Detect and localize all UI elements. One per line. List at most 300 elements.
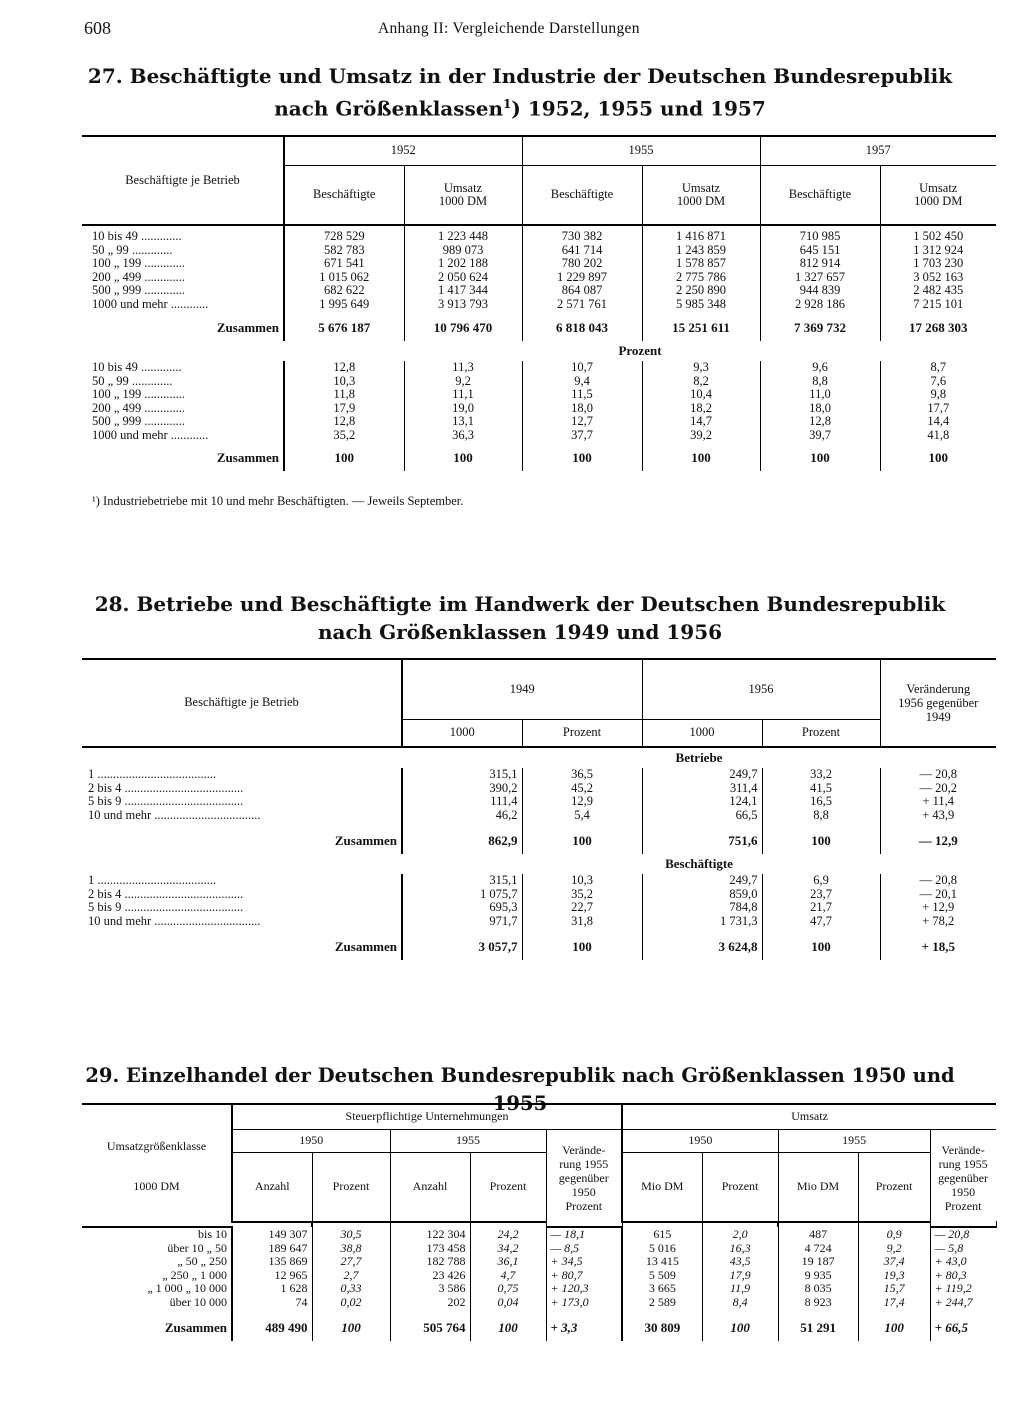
cell-value: 38,8: [312, 1242, 390, 1256]
cell-value: 100: [760, 445, 880, 471]
cell-value: 8,4: [702, 1296, 778, 1310]
cell-value: 1 995 649: [284, 298, 404, 312]
row-label: 100 „ 199 .............: [92, 256, 186, 270]
cell-value: 3 057,7: [402, 934, 522, 960]
table28-year-1949: 1949: [402, 659, 642, 719]
row-label: über 10 000: [169, 1294, 227, 1309]
cell-value: 189 647: [232, 1242, 312, 1256]
cell-value: 11,8: [284, 388, 404, 402]
cell-value: 37,7: [522, 429, 642, 443]
cell-value: 12,7: [522, 415, 642, 429]
cell-value: 11,3: [404, 361, 522, 375]
section-heading: Beschäftigte: [665, 856, 733, 872]
cell-value: 100: [880, 445, 996, 471]
cell-value: 682 622: [284, 284, 404, 298]
row-label: 5 bis 9 ......................................: [88, 900, 244, 914]
cell-value: 19,3: [858, 1269, 930, 1283]
cell-value: 39,7: [760, 429, 880, 443]
cell-value: 100: [762, 828, 880, 854]
cell-value: 46,2: [402, 809, 522, 823]
cell-value: 36,3: [404, 429, 522, 443]
cell-value: 1 312 924: [880, 244, 996, 258]
table29-row: [82, 1296, 996, 1310]
table28-row: [82, 874, 996, 888]
cell-value: 505 764: [390, 1315, 470, 1341]
cell-value: 710 985: [760, 230, 880, 244]
cell-value: + 119,2: [930, 1282, 996, 1296]
table27-col-employees: Beschäftigte: [522, 166, 642, 226]
cell-value: 1 703 230: [880, 257, 996, 271]
cell-value: 2 928 186: [760, 298, 880, 312]
table29-group-enterprises: Steuerpflichtige Unternehmungen: [232, 1104, 622, 1130]
cell-value: 489 490: [232, 1315, 312, 1341]
cell-value: 9 935: [778, 1269, 858, 1283]
cell-value: — 20,1: [880, 888, 996, 902]
table29-col-percent: Prozent: [858, 1153, 930, 1223]
cell-value: 989 073: [404, 244, 522, 258]
cell-value: 17,9: [284, 402, 404, 416]
row-label: 1 ......................................: [88, 767, 217, 781]
table28-row: [82, 888, 996, 902]
table28-title: [60, 590, 980, 646]
cell-value: 6 818 043: [522, 315, 642, 341]
row-label: 1 ......................................: [88, 873, 217, 887]
table28-row: [82, 795, 996, 809]
table29-col-count: Anzahl: [232, 1153, 312, 1223]
cell-value: 3 913 793: [404, 298, 522, 312]
cell-value: 30,5: [312, 1227, 390, 1242]
row-label: über 10 „ 50: [167, 1240, 227, 1255]
cell-value: 10 796 470: [404, 315, 522, 341]
cell-value: 1 015 062: [284, 271, 404, 285]
section-heading: Prozent: [618, 343, 662, 359]
table28-row: [82, 901, 996, 915]
cell-value: 1 628: [232, 1282, 312, 1296]
cell-value: 2 775 786: [642, 271, 760, 285]
table27-percent-row: [82, 415, 996, 429]
cell-value: 11,5: [522, 388, 642, 402]
row-label: „ 50 „ 250: [177, 1254, 227, 1268]
cell-value: 862,9: [402, 828, 522, 854]
row-label: 2 bis 4 ......................................: [88, 886, 244, 901]
cell-value: 5 985 348: [642, 298, 760, 312]
cell-value: 0,9: [858, 1227, 930, 1242]
row-label: 100 „ 199 .............: [92, 387, 186, 401]
table29-year-1955: 1955: [390, 1130, 546, 1153]
cell-value: 11,9: [702, 1282, 778, 1296]
table29-stub-header: Umsatzgrößenklasse 1000 DM: [82, 1104, 232, 1227]
table28-title-line1: 28. Betriebe und Beschäftigte im Handwerk der Deutschen Bundesrepublik: [94, 592, 946, 616]
cell-value: 15 251 611: [642, 315, 760, 341]
cell-value: 582 783: [284, 244, 404, 258]
cell-value: 3 052 163: [880, 271, 996, 285]
cell-value: 9,4: [522, 375, 642, 389]
row-label: 10 und mehr ..................................: [88, 807, 261, 822]
cell-value: — 5,8: [930, 1242, 996, 1256]
table28-row: [82, 809, 996, 823]
cell-value: 2 571 761: [522, 298, 642, 312]
cell-value: 3 586: [390, 1282, 470, 1296]
cell-value: + 80,7: [546, 1269, 622, 1283]
cell-value: 34,2: [470, 1242, 546, 1256]
table28-total-row: [82, 934, 996, 960]
table27-col-turnover: Umsatz 1000 DM: [880, 166, 996, 226]
cell-value: 3 624,8: [642, 934, 762, 960]
cell-value: + 12,9: [880, 901, 996, 915]
table29-year-1950: 1950: [622, 1130, 778, 1153]
cell-value: + 11,4: [880, 795, 996, 809]
cell-value: 100: [522, 828, 642, 854]
cell-value: 173 458: [390, 1242, 470, 1256]
cell-value: 100: [522, 445, 642, 471]
cell-value: 728 529: [284, 230, 404, 244]
cell-value: 10,3: [522, 874, 642, 888]
table27-year-1955: 1955: [522, 136, 760, 166]
cell-value: 487: [778, 1227, 858, 1242]
table29-group-turnover: Umsatz: [622, 1104, 996, 1130]
cell-value: — 20,2: [880, 782, 996, 796]
table29-col-mio: Mio DM: [778, 1153, 858, 1223]
row-label: 1000 und mehr ............: [92, 296, 209, 311]
cell-value: 74: [232, 1296, 312, 1310]
cell-value: 2 589: [622, 1296, 702, 1310]
cell-value: 641 714: [522, 244, 642, 258]
cell-value: 780 202: [522, 257, 642, 271]
table28-sub-percent: Prozent: [522, 719, 642, 747]
table29-total-row: [82, 1315, 996, 1341]
row-label: 200 „ 499 .............: [92, 400, 186, 415]
row-label: Zusammen: [334, 833, 397, 849]
cell-value: 249,7: [642, 874, 762, 888]
cell-value: 1 229 897: [522, 271, 642, 285]
cell-value: + 34,5: [546, 1255, 622, 1269]
cell-value: 19 187: [778, 1255, 858, 1269]
cell-value: 8,8: [762, 809, 880, 823]
cell-value: 21,7: [762, 901, 880, 915]
table28-title-line2: nach Größenklassen 1949 und 1956: [317, 620, 723, 644]
cell-value: 1 578 857: [642, 257, 760, 271]
cell-value: 390,2: [402, 782, 522, 796]
table28-change-header: Veränderung 1956 gegenüber 1949: [880, 659, 996, 747]
cell-value: + 18,5: [880, 934, 996, 960]
cell-value: 5 676 187: [284, 315, 404, 341]
row-label: 10 bis 49 .............: [92, 229, 182, 243]
cell-value: 2 250 890: [642, 284, 760, 298]
table28-row: [82, 915, 996, 929]
table27-footnote: ¹) Industriebetriebe mit 10 und mehr Beschäftigten. — Jeweils September.: [92, 494, 464, 508]
cell-value: 17,7: [880, 402, 996, 416]
table29-year-1950: 1950: [232, 1130, 390, 1153]
cell-value: 24,2: [470, 1227, 546, 1242]
cell-value: 12,8: [284, 361, 404, 375]
cell-value: 51 291: [778, 1315, 858, 1341]
cell-value: 31,8: [522, 915, 642, 929]
row-label: 10 und mehr ..................................: [88, 913, 261, 928]
cell-value: + 78,2: [880, 915, 996, 929]
cell-value: 8 923: [778, 1296, 858, 1310]
cell-value: 4 724: [778, 1242, 858, 1256]
table27-col-turnover: Umsatz 1000 DM: [642, 166, 760, 226]
cell-value: 27,7: [312, 1255, 390, 1269]
table29-row: [82, 1255, 996, 1269]
cell-value: 0,02: [312, 1296, 390, 1310]
cell-value: 13 415: [622, 1255, 702, 1269]
cell-value: 859,0: [642, 888, 762, 902]
cell-value: 149 307: [232, 1227, 312, 1242]
cell-value: 202: [390, 1296, 470, 1310]
cell-value: 17 268 303: [880, 315, 996, 341]
page-number: 608: [84, 18, 111, 38]
cell-value: 9,2: [858, 1242, 930, 1256]
table27-row: [82, 257, 996, 271]
table28-sub-1000: 1000: [402, 719, 522, 747]
cell-value: 944 839: [760, 284, 880, 298]
cell-value: 2 482 435: [880, 284, 996, 298]
table27-year-1957: 1957: [760, 136, 996, 166]
cell-value: 1 731,3: [642, 915, 762, 929]
cell-value: 12,9: [522, 795, 642, 809]
cell-value: 7,6: [880, 375, 996, 389]
cell-value: — 12,9: [880, 828, 996, 854]
table27-percent-row: [82, 361, 996, 375]
table27-row: [82, 230, 996, 244]
table28: [82, 658, 996, 960]
table29-row: [82, 1282, 996, 1296]
table27-col-employees: Beschäftigte: [284, 166, 404, 226]
cell-value: + 66,5: [930, 1315, 996, 1341]
cell-value: + 43,9: [880, 809, 996, 823]
cell-value: 100: [312, 1315, 390, 1341]
cell-value: 315,1: [402, 874, 522, 888]
row-label: 50 „ 99 .............: [92, 373, 173, 388]
table27-percent-row: [82, 388, 996, 402]
cell-value: 1 223 448: [404, 230, 522, 244]
cell-value: 18,2: [642, 402, 760, 416]
cell-value: 1 327 657: [760, 271, 880, 285]
table27-total-row: [82, 315, 996, 341]
cell-value: 16,5: [762, 795, 880, 809]
table29-change-header: Verände- rung 1955 gegenüber 1950 Prozent: [546, 1130, 622, 1228]
cell-value: 645 151: [760, 244, 880, 258]
cell-value: — 20,8: [930, 1227, 996, 1242]
cell-value: 11,1: [404, 388, 522, 402]
table27-percent-total-row: [82, 445, 996, 471]
row-label: 500 „ 999 .............: [92, 414, 186, 428]
cell-value: 33,2: [762, 768, 880, 782]
cell-value: 2 050 624: [404, 271, 522, 285]
row-label: Zusammen: [216, 320, 279, 336]
table27-year-1952: 1952: [284, 136, 522, 166]
table28-total-row: [82, 828, 996, 854]
cell-value: 100: [858, 1315, 930, 1341]
table29-col-percent: Prozent: [702, 1153, 778, 1223]
cell-value: 41,8: [880, 429, 996, 443]
table27-percent-row: [82, 429, 996, 443]
row-label: Zusammen: [164, 1320, 227, 1336]
cell-value: 135 869: [232, 1255, 312, 1269]
cell-value: 864 087: [522, 284, 642, 298]
cell-value: — 20,8: [880, 768, 996, 782]
cell-value: + 80,3: [930, 1269, 996, 1283]
cell-value: 17,4: [858, 1296, 930, 1310]
cell-value: + 244,7: [930, 1296, 996, 1310]
table29-row: [82, 1227, 996, 1242]
table29-col-percent: Prozent: [312, 1153, 390, 1223]
cell-value: 66,5: [642, 809, 762, 823]
cell-value: 35,2: [284, 429, 404, 443]
cell-value: 100: [404, 445, 522, 471]
table29: [82, 1103, 996, 1341]
table27-stub-header: Beschäftigte je Betrieb: [125, 172, 240, 187]
cell-value: 37,4: [858, 1255, 930, 1269]
cell-value: 41,5: [762, 782, 880, 796]
cell-value: 12 965: [232, 1269, 312, 1283]
cell-value: 8 035: [778, 1282, 858, 1296]
row-label: 200 „ 499 .............: [92, 269, 186, 284]
cell-value: 12,8: [760, 415, 880, 429]
cell-value: 5 016: [622, 1242, 702, 1256]
cell-value: 5 509: [622, 1269, 702, 1283]
row-label: bis 10: [197, 1227, 227, 1241]
cell-value: 100: [702, 1315, 778, 1341]
cell-value: 695,3: [402, 901, 522, 915]
cell-value: 47,7: [762, 915, 880, 929]
table28-stub-header: Beschäftigte je Betrieb: [82, 659, 402, 747]
table29-row: [82, 1269, 996, 1283]
table27-title-line2: nach Größenklassen$^1$) 1952, 1955 und 1957: [274, 96, 766, 121]
table29-year-1955: 1955: [778, 1130, 930, 1153]
cell-value: 0,75: [470, 1282, 546, 1296]
cell-value: + 43,0: [930, 1255, 996, 1269]
row-label: Zusammen: [334, 939, 397, 955]
cell-value: 2,0: [702, 1227, 778, 1242]
cell-value: 19,0: [404, 402, 522, 416]
cell-value: + 120,3: [546, 1282, 622, 1296]
cell-value: 30 809: [622, 1315, 702, 1341]
cell-value: 615: [622, 1227, 702, 1242]
cell-value: 9,3: [642, 361, 760, 375]
cell-value: 8,8: [760, 375, 880, 389]
table28-row: [82, 782, 996, 796]
table27-title-line1: 27. Beschäftigte und Umsatz in der Industrie der Deutschen Bundesrepublik: [87, 64, 953, 88]
cell-value: 8,7: [880, 361, 996, 375]
cell-value: 43,5: [702, 1255, 778, 1269]
cell-value: 11,0: [760, 388, 880, 402]
cell-value: 14,4: [880, 415, 996, 429]
cell-value: 122 304: [390, 1227, 470, 1242]
cell-value: 671 541: [284, 257, 404, 271]
cell-value: 1 075,7: [402, 888, 522, 902]
table28-row: [82, 768, 996, 782]
cell-value: 7 369 732: [760, 315, 880, 341]
cell-value: 36,1: [470, 1255, 546, 1269]
section-heading: Betriebe: [675, 750, 723, 766]
cell-value: 18,0: [760, 402, 880, 416]
row-label: 5 bis 9 ......................................: [88, 794, 244, 808]
cell-value: 315,1: [402, 768, 522, 782]
cell-value: 8,2: [642, 375, 760, 389]
table29-change-header: Verände- rung 1955 gegenüber 1950 Prozent: [930, 1130, 996, 1228]
table27-row: [82, 298, 996, 312]
table27-row: [82, 244, 996, 258]
row-label: Zusammen: [216, 450, 279, 466]
cell-value: 7 215 101: [880, 298, 996, 312]
cell-value: 751,6: [642, 828, 762, 854]
cell-value: 1 202 188: [404, 257, 522, 271]
cell-value: 812 914: [760, 257, 880, 271]
cell-value: 12,8: [284, 415, 404, 429]
table28-sub-1000: 1000: [642, 719, 762, 747]
row-label: 1000 und mehr ............: [92, 427, 209, 442]
cell-value: 784,8: [642, 901, 762, 915]
cell-value: 971,7: [402, 915, 522, 929]
cell-value: 311,4: [642, 782, 762, 796]
cell-value: 23,7: [762, 888, 880, 902]
table28-year-1956: 1956: [642, 659, 880, 719]
cell-value: 0,04: [470, 1296, 546, 1310]
cell-value: 1 502 450: [880, 230, 996, 244]
table27-percent-row: [82, 402, 996, 416]
row-label: 2 bis 4 ......................................: [88, 780, 244, 795]
cell-value: 23 426: [390, 1269, 470, 1283]
cell-value: 1 417 344: [404, 284, 522, 298]
cell-value: 124,1: [642, 795, 762, 809]
table28-section-beschaeftigte: [82, 854, 996, 874]
cell-value: 111,4: [402, 795, 522, 809]
cell-value: 100: [762, 934, 880, 960]
cell-value: — 8,5: [546, 1242, 622, 1256]
cell-value: + 3,3: [546, 1315, 622, 1341]
cell-value: 730 382: [522, 230, 642, 244]
cell-value: 100: [522, 934, 642, 960]
cell-value: 15,7: [858, 1282, 930, 1296]
table29-col-mio: Mio DM: [622, 1153, 702, 1223]
cell-value: 9,6: [760, 361, 880, 375]
row-label: 10 bis 49 .............: [92, 360, 182, 374]
table28-section-betriebe: [82, 747, 996, 768]
row-label: „ 1 000 „ 10 000: [147, 1281, 227, 1295]
table29-row: [82, 1242, 996, 1256]
cell-value: 5,4: [522, 809, 642, 823]
cell-value: 13,1: [404, 415, 522, 429]
cell-value: 182 788: [390, 1255, 470, 1269]
cell-value: 10,7: [522, 361, 642, 375]
table27-col-employees: Beschäftigte: [760, 166, 880, 226]
cell-value: 100: [642, 445, 760, 471]
cell-value: 4,7: [470, 1269, 546, 1283]
cell-value: 1 416 871: [642, 230, 760, 244]
cell-value: — 18,1: [546, 1227, 622, 1242]
row-label: 500 „ 999 .............: [92, 283, 186, 297]
cell-value: 10,4: [642, 388, 760, 402]
cell-value: — 20,8: [880, 874, 996, 888]
table27-title: [60, 62, 980, 123]
table27-percent-section: [82, 341, 996, 361]
cell-value: 2,7: [312, 1269, 390, 1283]
table27-percent-row: [82, 375, 996, 389]
cell-value: 17,9: [702, 1269, 778, 1283]
table27-row: [82, 284, 996, 298]
cell-value: 6,9: [762, 874, 880, 888]
cell-value: 9,8: [880, 388, 996, 402]
cell-value: 22,7: [522, 901, 642, 915]
cell-value: 45,2: [522, 782, 642, 796]
cell-value: 100: [470, 1315, 546, 1341]
row-label: 50 „ 99 .............: [92, 242, 173, 257]
table27: [82, 135, 996, 471]
cell-value: 18,0: [522, 402, 642, 416]
table27-col-turnover: Umsatz 1000 DM: [404, 166, 522, 226]
